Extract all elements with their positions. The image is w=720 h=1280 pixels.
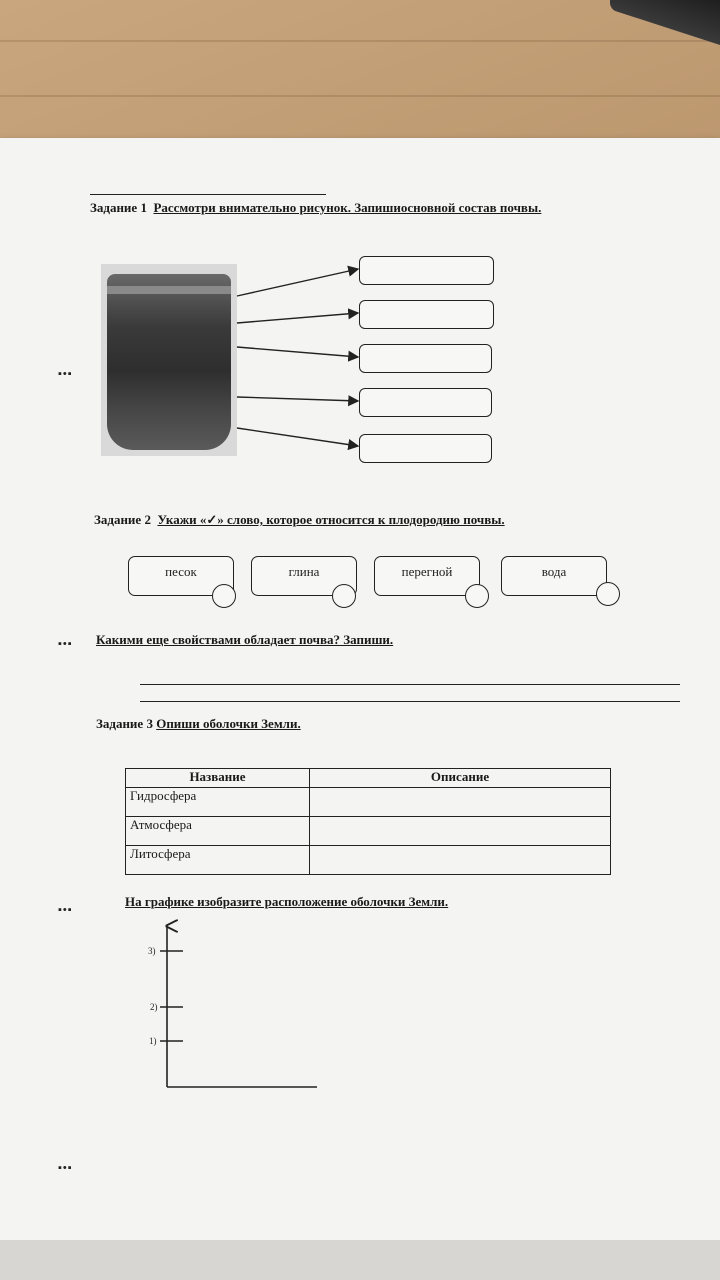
word-option-3: перегной	[374, 556, 480, 596]
table-row	[126, 788, 611, 817]
margin-mark: ▪•▪	[58, 638, 73, 650]
task3-label: Задание 3	[96, 716, 153, 731]
shell-name: Литосфера	[126, 846, 310, 875]
word-option-2: глина	[251, 556, 357, 596]
check-circle-4[interactable]	[596, 582, 620, 606]
answer-box-3[interactable]	[359, 344, 492, 373]
column-header-description: Описание	[310, 769, 611, 788]
description-cell[interactable]	[310, 788, 611, 817]
margin-mark: ▪•▪	[58, 368, 73, 380]
table-header-row	[126, 769, 611, 788]
task1-text: Рассмотри внимательно рисунок. Запишиосновной состав почвы.	[153, 200, 542, 215]
graph-axes	[140, 918, 340, 1098]
task2-heading	[94, 512, 505, 528]
description-cell[interactable]	[310, 846, 611, 875]
worksheet-page	[0, 138, 720, 1240]
shell-name: Гидросфера	[126, 788, 310, 817]
answer-box-2[interactable]	[359, 300, 494, 329]
answer-line-1[interactable]	[140, 684, 680, 685]
graph-task-text: На графике изобразите расположение оболочки Земли.	[125, 894, 449, 909]
tick-label-1: 1)	[149, 1036, 157, 1046]
answer-line-2[interactable]	[140, 701, 680, 702]
check-circle-1[interactable]	[212, 584, 236, 608]
properties-question: Какими еще свойствами обладает почва? Запиши.	[96, 632, 394, 647]
task2-text: Укажи «✓» слово, которое относится к плодородию почвы.	[157, 512, 505, 527]
answer-box-4[interactable]	[359, 388, 492, 417]
column-header-name: Название	[126, 769, 310, 788]
background-surface	[0, 1240, 720, 1280]
task1-label: Задание 1	[90, 200, 147, 215]
shell-name: Атмосфера	[126, 817, 310, 846]
tick-label-3: 3)	[148, 946, 156, 956]
check-circle-3[interactable]	[465, 584, 489, 608]
task2-label: Задание 2	[94, 512, 151, 527]
wood-grain	[0, 40, 720, 42]
earth-shells-table	[125, 768, 611, 875]
check-circle-2[interactable]	[332, 584, 356, 608]
tick-label-2: 2)	[150, 1002, 158, 1012]
word-option-1: песок	[128, 556, 234, 596]
device-corner	[610, 0, 720, 45]
task3-text: Опиши оболочки Земли.	[156, 716, 301, 731]
answer-box-1[interactable]	[359, 256, 494, 285]
wood-grain	[0, 95, 720, 97]
description-cell[interactable]	[310, 817, 611, 846]
table-row	[126, 846, 611, 875]
margin-mark: ▪•▪	[58, 904, 73, 916]
task3-heading	[96, 716, 301, 732]
word-option-4: вода	[501, 556, 607, 596]
table-row	[126, 817, 611, 846]
margin-mark: ▪•▪	[58, 1162, 73, 1174]
answer-box-5[interactable]	[359, 434, 492, 463]
